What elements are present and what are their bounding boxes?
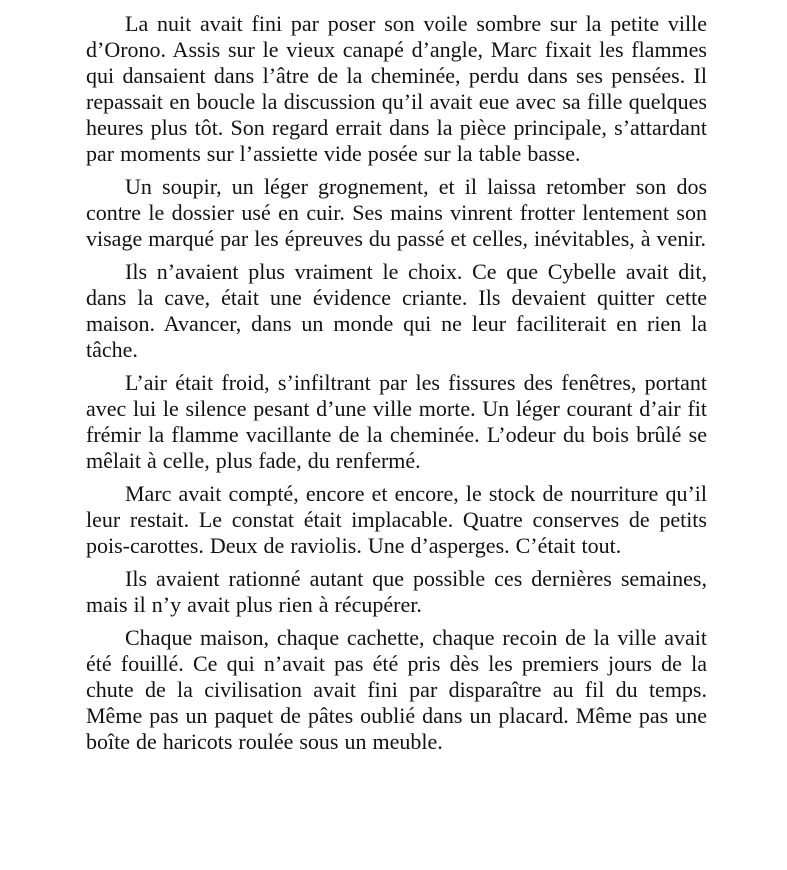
paragraph: Ils n’avaient plus vraiment le choix. Ce que Cybelle avait dit, dans la cave, était une évidence criante. Ils devaient quitter cette maison. Avancer, dans un monde qui ne leur faciliterait en rien la tâche. [86,259,707,362]
paragraph: L’air était froid, s’infiltrant par les fissures des fenêtres, portant avec lui le silence pesant d’une ville morte. Un léger courant d’air fit frémir la flamme vacillante de la cheminée. L’odeur du bois brûlé se mêlait à celle, plus fade, du renfermé. [86,370,707,473]
paragraph: Chaque maison, chaque cachette, chaque recoin de la ville avait été fouillé. Ce qui n’avait pas été pris dès les premiers jours de la chute de la civilisation avait fini par disparaître au fil du temps. Même pas un paquet de pâtes oublié dans un placard. Même pas une boîte de haricots roulée sous un meuble. [86,625,707,754]
paragraph: Marc avait compté, encore et encore, le stock de nourriture qu’il leur restait. Le constat était implacable. Quatre conserves de petits pois-carottes. Deux de raviolis. Une d’asperges. C’était tout. [86,481,707,558]
paragraph: Ils avaient rationné autant que possible ces dernières semaines, mais il n’y avait plus rien à récupérer. [86,566,707,617]
paragraph: La nuit avait fini par poser son voile sombre sur la petite ville d’Orono. Assis sur le vieux canapé d’angle, Marc fixait les flammes qui dansaient dans l’âtre de la cheminée, perdu dans ses pensées. Il repassait en boucle la discussion qu’il avait eue avec sa fille quelques heures plus tôt. Son regard errait dans la pièce principale, s’attardant par moments sur l’assiette vide posée sur la table basse. [86,11,707,166]
paragraph: Un soupir, un léger grognement, et il laissa retomber son dos contre le dossier usé en cuir. Ses mains vinrent frotter lentement son visage marqué par les épreuves du passé et celles, inévitables, à venir. [86,174,707,251]
